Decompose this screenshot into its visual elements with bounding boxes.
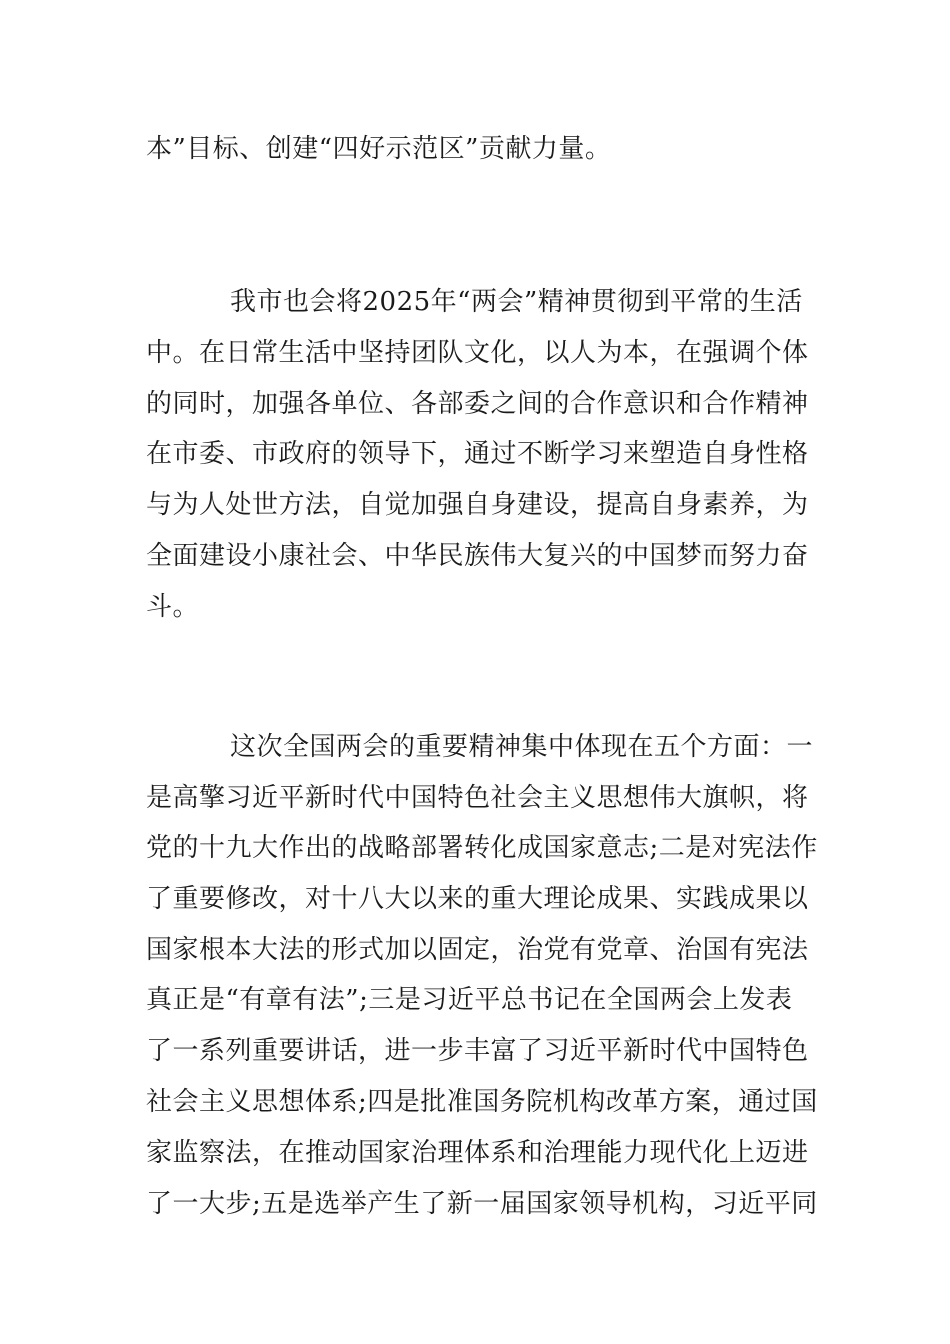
paragraph-line: 党的十九大作出的战略部署转化成国家意志;二是对宪法作 (146, 833, 818, 863)
paragraph-line: 这次全国两会的重要精神集中体现在五个方面：一 (230, 732, 814, 762)
paragraph-line: 的同时，加强各单位、各部委之间的合作意识和合作精神 (146, 389, 809, 419)
paragraph-line: 中。在日常生活中坚持团队文化，以人为本，在强调个体 (146, 338, 809, 368)
paragraph-line: 家监察法，在推动国家治理体系和治理能力现代化上迈进 (146, 1138, 809, 1168)
paragraph-line: 在市委、市政府的领导下，通过不断学习来塑造自身性格 (146, 439, 809, 469)
paragraph-line: 了一系列重要讲话，进一步丰富了习近平新时代中国特色 (146, 1036, 809, 1066)
paragraph-line: 是高擎习近平新时代中国特色社会主义思想伟大旗帜，将 (146, 783, 809, 813)
paragraph-line: 社会主义思想体系;四是批准国务院机构改革方案，通过国 (146, 1087, 818, 1117)
paragraph-line: 斗。 (146, 592, 200, 622)
paragraph-line: 全面建设小康社会、中华民族伟大复兴的中国梦而努力奋 (146, 541, 809, 571)
paragraph-line: 我市也会将2025年“两会”精神贯彻到平常的生活 (230, 287, 803, 317)
paragraph-line: 了重要修改，对十八大以来的重大理论成果、实践成果以 (146, 884, 809, 914)
paragraph-line: 真正是“有章有法”;三是习近平总书记在全国两会上发表 (146, 985, 793, 1015)
paragraph-line: 与为人处世方法，自觉加强自身建设，提高自身素养，为 (146, 490, 809, 520)
fragment-line: 本”目标、创建“四好示范区”贡献力量。 (146, 134, 612, 164)
paragraph-line: 了一大步;五是选举产生了新一届国家领导机构，习近平同 (146, 1189, 818, 1219)
paragraph-line: 国家根本大法的形式加以固定，治党有党章、治国有宪法 (146, 935, 809, 965)
